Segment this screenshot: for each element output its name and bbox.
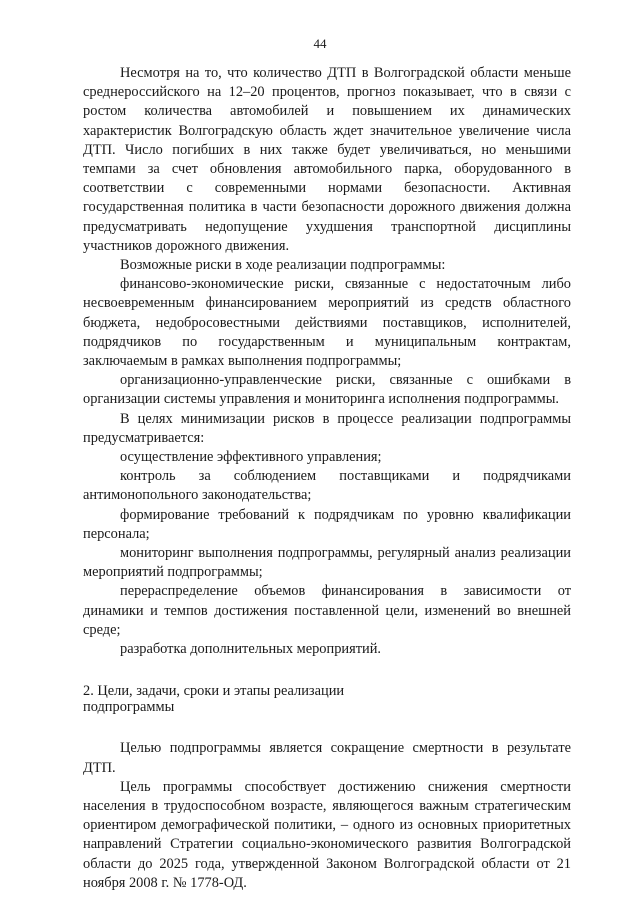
paragraph: формирование требований к подрядчикам по уровню квалификации персонала; bbox=[83, 506, 571, 542]
paragraph: перераспределение объемов финансирования в зависимости от динамики и темпов достижения поставленной цели, изменений во внешней среде; bbox=[83, 583, 571, 638]
paragraph: В целях минимизации рисков в процессе реализации подпрограммы предусматривается: bbox=[83, 410, 571, 446]
paragraph: разработка дополнительных мероприятий. bbox=[120, 641, 382, 658]
section-heading-line: 2. Цели, задачи, сроки и этапы реализации bbox=[83, 683, 345, 700]
paragraph: осуществление эффективного управления; bbox=[120, 449, 382, 466]
document-body bbox=[83, 64, 571, 893]
paragraph: Цель программы способствует достижению снижения смертности населения в трудоспособном возрасте, являющегося важным стратегическим ориентиром демографической политики, – одного из основных приоритетных направлений Стратегии социально-экономического развития Волгоградской области до 2025 года, утвержденной Законом Волгоградской области от 21 ноября 2008 г. № 1778-ОД. bbox=[83, 778, 571, 891]
paragraph: организационно-управленческие риски, связанные с ошибками в организации системы управления и мониторинга исполнения подпрограммы. bbox=[83, 372, 571, 408]
paragraph: Возможные риски в ходе реализации подпрограммы: bbox=[120, 257, 446, 274]
page-number: 44 bbox=[313, 36, 327, 51]
paragraph: контроль за соблюдением поставщиками и подрядчиками антимонопольного законодательства; bbox=[83, 468, 571, 504]
paragraph: финансово-экономические риски, связанные с недостаточным либо несвоевременным финансированием мероприятий из средств областного бюджета, недобросовестными действиями поставщиков, исполнителей, подрядчиков по государственным и муниципальным контрактам, заключаемым в рамках выполнения подпрограммы; bbox=[83, 276, 571, 370]
paragraph: мониторинг выполнения подпрограммы, регулярный анализ реализации мероприятий подпрограммы; bbox=[83, 545, 571, 581]
paragraph: Несмотря на то, что количество ДТП в Волгоградской области меньше среднероссийского на 12–20 процентов, прогноз показывает, что в связи с ростом количества автомобилей и повышением их динамических характеристик Волгоградскую область ждет значительное увеличение числа ДТП. Число погибших в них также будет увеличиваться, но меньшими темпами за счет обновления автомобильного парка, оборудованного в соответствии с современными нормами безопасности. Активная государственная политика в части безопасности дорожного движения должна предусматривать недопущение ухудшения транспортной дисциплины участников дорожного движения. bbox=[83, 65, 571, 254]
section-heading bbox=[83, 683, 571, 715]
paragraph: Целью подпрограммы является сокращение смертности в результате ДТП. bbox=[83, 740, 571, 776]
section-heading-line: подпрограммы bbox=[83, 699, 175, 716]
